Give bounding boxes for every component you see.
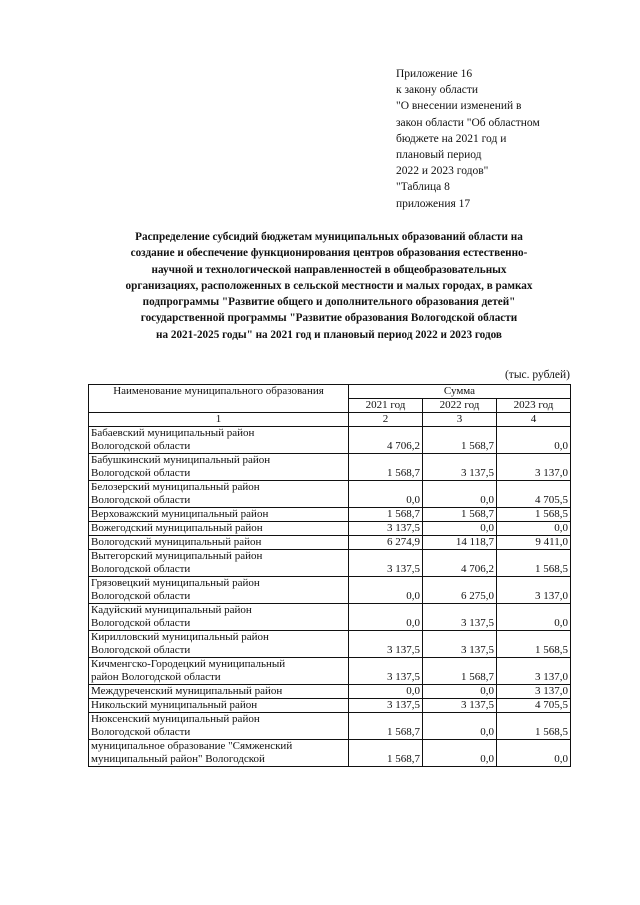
municipality-name xyxy=(89,658,349,685)
municipality-name-line1: Кичменгско-Городецкий муниципальный xyxy=(91,658,286,670)
municipality-name xyxy=(89,713,349,740)
amount-2021: 0,0 xyxy=(349,685,423,699)
table-row xyxy=(89,740,571,767)
municipality-name-line2: Вологодской области xyxy=(91,563,191,575)
amount-2022: 14 118,7 xyxy=(423,536,497,550)
title-line: создание и обеспечение функционирования центров образования естественно- xyxy=(130,247,528,260)
municipality-name xyxy=(89,550,349,577)
amount-2023: 0,0 xyxy=(497,604,571,631)
document-title xyxy=(88,229,570,343)
municipality-name-line2: Вологодской области xyxy=(91,440,191,452)
municipality-name-line1: Верховажский муниципальный район xyxy=(91,508,269,520)
title-line: организациях, расположенных в сельской местности и малых городах, в рамках xyxy=(125,279,533,292)
table-row xyxy=(89,481,571,508)
table-row xyxy=(89,699,571,713)
municipality-name xyxy=(89,508,349,522)
municipality-name-line1: Бабаевский муниципальный район xyxy=(91,427,255,439)
amount-2023: 3 137,0 xyxy=(497,685,571,699)
appendix-line: закон области "Об областном xyxy=(396,116,540,129)
appendix-line: бюджете на 2021 год и xyxy=(396,132,507,145)
municipality-name xyxy=(89,522,349,536)
appendix-line: "Таблица 8 xyxy=(396,181,450,194)
amount-2022: 0,0 xyxy=(423,713,497,740)
colnum-4: 4 xyxy=(497,413,571,427)
colnum-3: 3 xyxy=(423,413,497,427)
table-row xyxy=(89,658,571,685)
amount-2022: 0,0 xyxy=(423,685,497,699)
municipality-name-line1: Белозерский муниципальный район xyxy=(91,481,260,493)
amount-2021: 3 137,5 xyxy=(349,522,423,536)
amount-2023: 4 705,5 xyxy=(497,481,571,508)
amount-2022: 1 568,7 xyxy=(423,658,497,685)
table-row xyxy=(89,713,571,740)
amount-2023: 3 137,0 xyxy=(497,454,571,481)
colnum-2: 2 xyxy=(349,413,423,427)
table-row xyxy=(89,536,571,550)
municipality-name-line1: Нюксенский муниципальный район xyxy=(91,713,260,725)
municipality-name-line1: Бабушкинский муниципальный район xyxy=(91,454,271,466)
municipality-name-line2: район Вологодской области xyxy=(91,671,221,683)
amount-2022: 1 568,7 xyxy=(423,427,497,454)
amount-2023: 1 568,5 xyxy=(497,713,571,740)
table-colnum-row xyxy=(89,413,571,427)
table-row xyxy=(89,522,571,536)
municipality-name-line2: Вологодской области xyxy=(91,467,191,479)
table-row xyxy=(89,454,571,481)
municipality-name xyxy=(89,481,349,508)
amount-2022: 3 137,5 xyxy=(423,631,497,658)
amount-2023: 0,0 xyxy=(497,427,571,454)
amount-2023: 0,0 xyxy=(497,740,571,767)
amount-2023: 4 705,5 xyxy=(497,699,571,713)
municipality-name-line2: Вологодской области xyxy=(91,726,191,738)
amount-2021: 3 137,5 xyxy=(349,550,423,577)
appendix-line: приложения 17 xyxy=(396,197,471,210)
appendix-note xyxy=(396,66,596,212)
amount-2022: 3 137,5 xyxy=(423,604,497,631)
table-row xyxy=(89,508,571,522)
amount-2023: 3 137,0 xyxy=(497,577,571,604)
amount-2023: 3 137,0 xyxy=(497,658,571,685)
municipality-name-line2: Вологодской области xyxy=(91,644,191,656)
header-year-2022: 2022 год xyxy=(423,399,497,413)
amount-2023: 9 411,0 xyxy=(497,536,571,550)
municipality-name-line2: Вологодской области xyxy=(91,494,191,506)
amount-2021: 1 568,7 xyxy=(349,713,423,740)
colnum-1: 1 xyxy=(89,413,349,427)
amount-2022: 4 706,2 xyxy=(423,550,497,577)
amount-2021: 3 137,5 xyxy=(349,699,423,713)
municipality-name-line1: Грязовецкий муниципальный район xyxy=(91,577,260,589)
title-line: государственной программы "Развитие образования Вологодской области xyxy=(140,312,518,325)
municipality-name-line1: Никольский муниципальный район xyxy=(91,699,258,711)
municipality-name-line1: Вожегодский муниципальный район xyxy=(91,522,263,534)
municipality-name xyxy=(89,699,349,713)
table-row xyxy=(89,427,571,454)
amount-2021: 3 137,5 xyxy=(349,658,423,685)
amount-2023: 0,0 xyxy=(497,522,571,536)
appendix-line: к закону области xyxy=(396,84,479,97)
amount-2021: 0,0 xyxy=(349,577,423,604)
municipality-name xyxy=(89,427,349,454)
municipality-name xyxy=(89,454,349,481)
municipality-name xyxy=(89,685,349,699)
amount-2022: 0,0 xyxy=(423,481,497,508)
header-name: Наименование муниципального образования xyxy=(89,385,349,413)
municipality-name xyxy=(89,536,349,550)
municipality-name xyxy=(89,740,349,767)
municipality-name-line1: муниципальное образование "Сямженский xyxy=(91,740,293,752)
amount-2021: 3 137,5 xyxy=(349,631,423,658)
amount-2023: 1 568,5 xyxy=(497,508,571,522)
header-year-2023: 2023 год xyxy=(497,399,571,413)
amount-2022: 3 137,5 xyxy=(423,699,497,713)
municipality-name xyxy=(89,577,349,604)
municipality-name-line2: муниципальный район" Вологодской xyxy=(91,753,265,765)
header-year-2021: 2021 год xyxy=(349,399,423,413)
amount-2021: 1 568,7 xyxy=(349,740,423,767)
municipality-name-line1: Кадуйский муниципальный район xyxy=(91,604,252,616)
municipality-name-line2: Вологодской области xyxy=(91,590,191,602)
amount-2022: 6 275,0 xyxy=(423,577,497,604)
title-line: научной и технологической направленностей в общеобразовательных xyxy=(151,263,507,276)
title-line: подпрограммы "Развитие общего и дополнительного образования детей" xyxy=(142,296,516,309)
municipality-name xyxy=(89,604,349,631)
appendix-line: "О внесении изменений в xyxy=(396,100,522,113)
amount-2021: 6 274,9 xyxy=(349,536,423,550)
units-label: (тыс. рублей) xyxy=(504,369,570,381)
amount-2021: 1 568,7 xyxy=(349,508,423,522)
appendix-line: Приложение 16 xyxy=(396,68,473,80)
amount-2023: 1 568,5 xyxy=(497,631,571,658)
amount-2021: 0,0 xyxy=(349,481,423,508)
amount-2021: 0,0 xyxy=(349,604,423,631)
municipality-name-line2: Вологодской области xyxy=(91,617,191,629)
municipality-name xyxy=(89,631,349,658)
table-header-row xyxy=(89,385,571,399)
amount-2022: 1 568,7 xyxy=(423,508,497,522)
table-row xyxy=(89,577,571,604)
municipality-name-line1: Междуреченский муниципальный район xyxy=(91,685,283,697)
table-row xyxy=(89,631,571,658)
appendix-line: плановый период xyxy=(396,149,482,162)
municipality-name-line1: Вытегорский муниципальный район xyxy=(91,550,263,562)
appendix-line: 2022 и 2023 годов" xyxy=(396,165,489,178)
municipality-name-line1: Кирилловский муниципальный район xyxy=(91,631,269,643)
table-row xyxy=(89,604,571,631)
amount-2023: 1 568,5 xyxy=(497,550,571,577)
amount-2022: 0,0 xyxy=(423,522,497,536)
municipality-name-line1: Вологодский муниципальный район xyxy=(91,536,262,548)
subsidy-table xyxy=(88,384,571,767)
amount-2021: 4 706,2 xyxy=(349,427,423,454)
title-line: Распределение субсидий бюджетам муниципальных образований области на xyxy=(135,231,523,243)
amount-2022: 0,0 xyxy=(423,740,497,767)
table-row xyxy=(89,685,571,699)
amount-2022: 3 137,5 xyxy=(423,454,497,481)
title-line: на 2021-2025 годы" на 2021 год и плановый период 2022 и 2023 годов xyxy=(156,328,502,341)
header-sum: Сумма xyxy=(349,385,571,399)
amount-2021: 1 568,7 xyxy=(349,454,423,481)
table-row xyxy=(89,550,571,577)
